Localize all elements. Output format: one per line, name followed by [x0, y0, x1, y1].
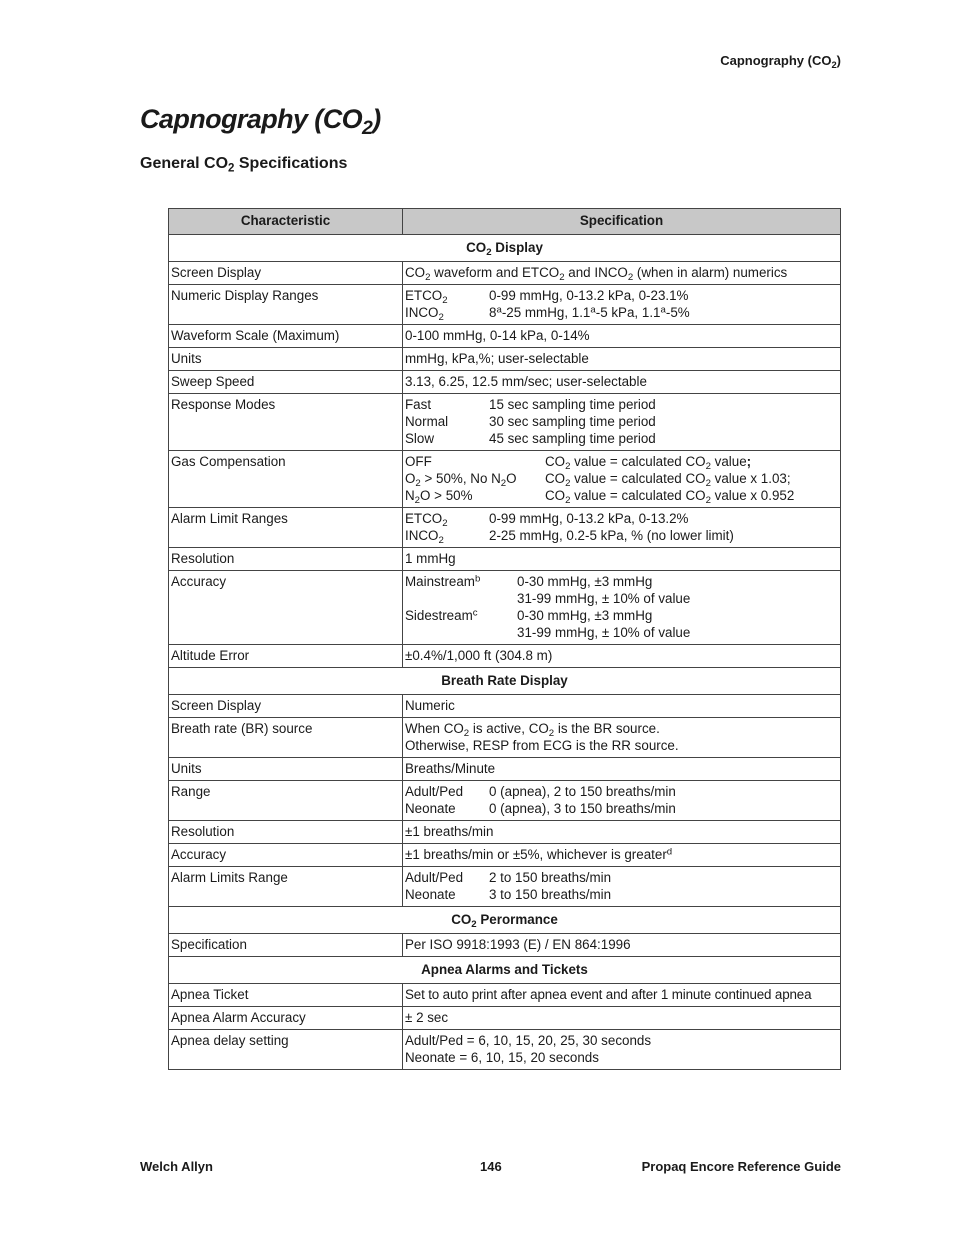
- table-row: [169, 348, 841, 371]
- row-label: Response Modes: [169, 394, 403, 451]
- row-value: ±1 breaths/min or ±5%, whichever is greater$^d$: [403, 844, 841, 867]
- row-label: Alarm Limits Range: [169, 867, 403, 907]
- row-label: Gas Compensation: [169, 451, 403, 508]
- table-row: [169, 934, 841, 957]
- row-label: Apnea Ticket: [169, 984, 403, 1007]
- running-head: Capnography $(CO_2)$: [720, 53, 841, 70]
- row-value: ±0.4%/1,000 ft (304.8 m): [403, 645, 841, 668]
- table-row: [169, 285, 841, 325]
- table-row: [169, 781, 841, 821]
- row-label: Apnea Alarm Accuracy: [169, 1007, 403, 1030]
- row-value: $CO_2$ waveform and $ETCO_2$ and $INCO_2$ (when in alarm) numerics: [403, 262, 841, 285]
- row-value: Breaths/Minute: [403, 758, 841, 781]
- table-row: [169, 844, 841, 867]
- row-label: Screen Display: [169, 262, 403, 285]
- row-label: Apnea delay setting: [169, 1030, 403, 1070]
- section-row: [169, 907, 841, 934]
- row-value: Adult/Ped = 6, 10, 15, 20, 25, 30 seconds Neonate = 6, 10, 15, 20 seconds: [403, 1030, 841, 1070]
- row-value: Set to auto print after apnea event and after 1 minute continued apnea: [403, 984, 841, 1007]
- row-value: $ETCO_2$ 0-99 mmHg, 0-13.2 kPa, 0-13.2% $INCO_2$ 2-25 mmHg, 0.2-5 kPa, % (no lower limit): [403, 508, 841, 548]
- row-value: $ETCO_2$ 0-99 mmHg, 0-13.2 kPa, 0-23.1% $INCO_2$ 8$^a$-25 mmHg, 1.1$^a$-5 kPa, 1.1$^a$-5%: [403, 285, 841, 325]
- row-value: OFF $CO_2$ value = calculated $CO_2$ value; $O_2 > 50\%$, No $N_2O$ $CO_2$ value = calculated $CO_2$ value x 1.03; $N_2O > 50\%$ $CO_2$ value = calculated $CO_2$ value x 0.952: [403, 451, 841, 508]
- table-row: [169, 718, 841, 758]
- page-title: Capnography $(CO_2)$: [140, 104, 381, 139]
- row-value: When $CO_2$ is active, $CO_2$ is the BR source. Otherwise, RESP from ECG is the RR source.: [403, 718, 841, 758]
- row-value: 0-100 mmHg, 0-14 kPa, 0-14%: [403, 325, 841, 348]
- section-row: [169, 957, 841, 984]
- row-value: mmHg, kPa,%; user-selectable: [403, 348, 841, 371]
- row-label: Resolution: [169, 821, 403, 844]
- table-row: [169, 371, 841, 394]
- section-subtitle: General $CO_2$ Specifications: [140, 155, 348, 175]
- table-row: [169, 548, 841, 571]
- table-row: [169, 325, 841, 348]
- row-label: Specification: [169, 934, 403, 957]
- column-header-characteristic: Characteristic: [169, 209, 403, 235]
- section-co2-performance: $CO_2$ Perormance: [169, 907, 841, 934]
- table-row: [169, 571, 841, 645]
- table-row: [169, 695, 841, 718]
- table-row: [169, 508, 841, 548]
- row-label: Resolution: [169, 548, 403, 571]
- section-breath-rate-display: Breath Rate Display: [169, 668, 841, 695]
- row-value: 1 mmHg: [403, 548, 841, 571]
- table-row: [169, 821, 841, 844]
- section-row: [169, 668, 841, 695]
- table-row: [169, 984, 841, 1007]
- row-label: Sweep Speed: [169, 371, 403, 394]
- row-value: 3.13, 6.25, 12.5 mm/sec; user-selectable: [403, 371, 841, 394]
- row-label: Altitude Error: [169, 645, 403, 668]
- footer-company: Welch Allyn: [140, 1159, 213, 1174]
- row-label: Accuracy: [169, 571, 403, 645]
- row-value: Adult/Ped 2 to 150 breaths/min Neonate 3 to 150 breaths/min: [403, 867, 841, 907]
- co2-spec-table: [168, 208, 841, 1070]
- table-header-row: [169, 209, 841, 235]
- table-row: [169, 451, 841, 508]
- table-row: [169, 262, 841, 285]
- row-value: Numeric: [403, 695, 841, 718]
- row-value: Per ISO 9918:1993 (E) / EN 864:1996: [403, 934, 841, 957]
- section-apnea-alarms: Apnea Alarms and Tickets: [169, 957, 841, 984]
- row-value: Fast 15 sec sampling time period Normal 30 sec sampling time period Slow 45 sec sampling time period: [403, 394, 841, 451]
- section-co2-display: $CO_2$ Display: [169, 235, 841, 262]
- table-row: [169, 1007, 841, 1030]
- row-label: Accuracy: [169, 844, 403, 867]
- row-value: ± 2 sec: [403, 1007, 841, 1030]
- column-header-specification: Specification: [403, 209, 841, 235]
- row-label: Range: [169, 781, 403, 821]
- section-row: [169, 235, 841, 262]
- row-label: Units: [169, 758, 403, 781]
- table-row: [169, 394, 841, 451]
- row-label: Waveform Scale (Maximum): [169, 325, 403, 348]
- table-row: [169, 758, 841, 781]
- row-label: Breath rate (BR) source: [169, 718, 403, 758]
- table-row: [169, 1030, 841, 1070]
- row-value: ±1 breaths/min: [403, 821, 841, 844]
- footer-guide-title: Propaq Encore Reference Guide: [641, 1159, 841, 1174]
- table-row: [169, 645, 841, 668]
- table-row: [169, 867, 841, 907]
- row-value: Mainstream$^b$ 0-30 mmHg, ±3 mmHg 31-99 mmHg, ± 10% of value Sidestream$^c$ 0-30 mmHg, ±3 mmHg 31-99 mmHg, ± 10% of value: [403, 571, 841, 645]
- row-label: Numeric Display Ranges: [169, 285, 403, 325]
- footer-page-number: 146: [480, 1159, 502, 1174]
- row-value: Adult/Ped 0 (apnea), 2 to 150 breaths/min Neonate 0 (apnea), 3 to 150 breaths/min: [403, 781, 841, 821]
- row-label: Units: [169, 348, 403, 371]
- row-label: Alarm Limit Ranges: [169, 508, 403, 548]
- row-label: Screen Display: [169, 695, 403, 718]
